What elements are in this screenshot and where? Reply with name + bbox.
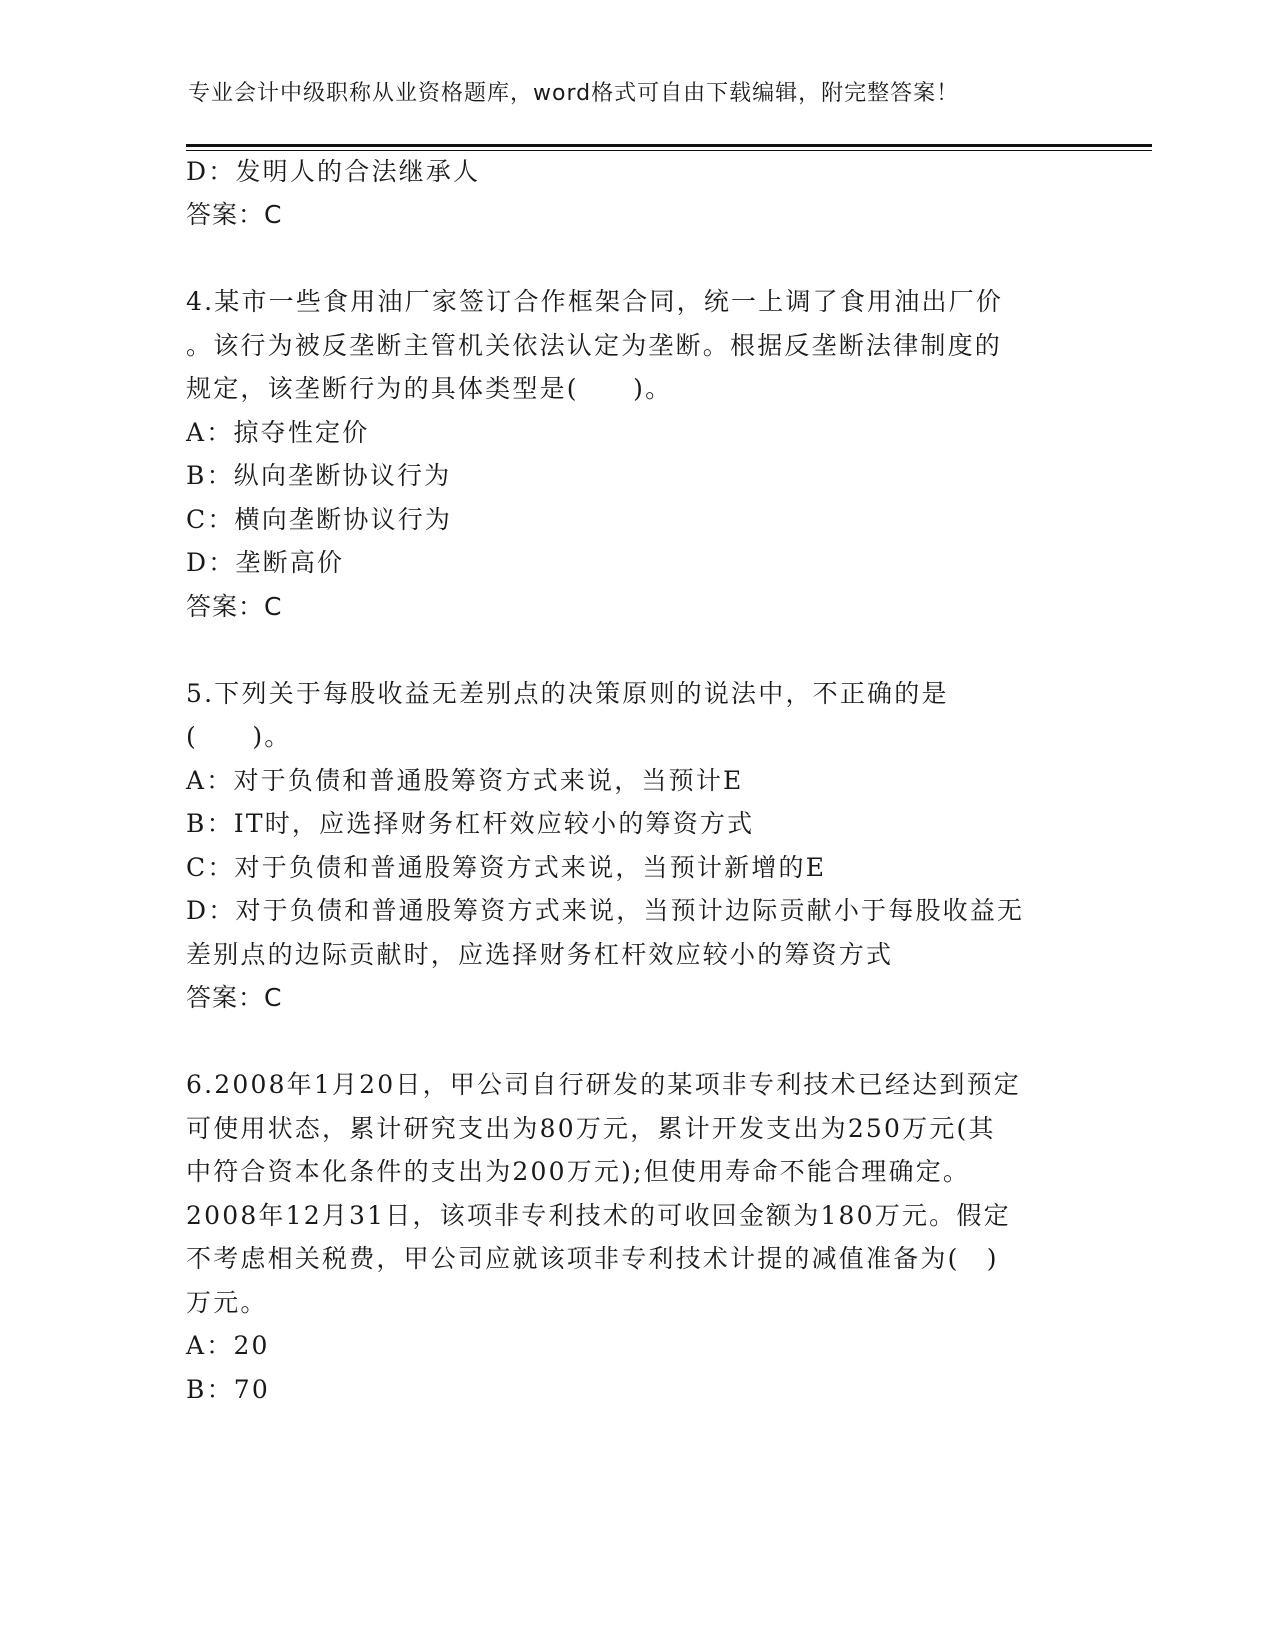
q5-option-d-line-1: D：对于负债和普通股筹资方式来说，当预计边际贡献小于每股收益无 (186, 896, 1025, 925)
q6-option-b: B：70 (186, 1375, 270, 1404)
q3-option-d: D：发明人的合法继承人 (186, 157, 481, 186)
q5-stem-line-2: ( )。 (186, 722, 292, 751)
header-rule-thin (186, 150, 1152, 151)
q6-stem-line-2: 可使用状态，累计研究支出为80万元，累计开发支出为250万元(其 (186, 1114, 996, 1143)
q4-stem-line-1: 4.某市一些食用油厂家签订合作框架合同，统一上调了食用油出厂价 (186, 287, 1004, 316)
q3-answer: 答案：C (186, 200, 283, 229)
q4-option-d: D：垄断高价 (186, 548, 345, 577)
q6-stem-line-3: 中符合资本化条件的支出为200万元);但使用寿命不能合理确定。 (186, 1157, 971, 1186)
q5-option-c: C：对于负债和普通股筹资方式来说，当预计新增的E (186, 853, 827, 882)
header-rule-thick (186, 144, 1152, 147)
q5-option-a: A：对于负债和普通股筹资方式来说，当预计E (186, 766, 744, 795)
q4-option-a: A：掠夺性定价 (186, 418, 370, 447)
q6-stem-line-4: 2008年12月31日，该项非专利技术的可收回金额为180万元。假定 (186, 1201, 1011, 1230)
q6-option-a: A：20 (186, 1331, 270, 1360)
q5-option-d-line-2: 差别点的边际贡献时，应选择财务杠杆效应较小的筹资方式 (186, 940, 894, 969)
q4-option-c: C：横向垄断协议行为 (186, 505, 453, 534)
q6-stem-line-5: 不考虑相关税费，甲公司应就该项非专利技术计提的减值准备为( ) (186, 1244, 999, 1273)
q4-stem-line-2: 。该行为被反垄断主管机关依法认定为垄断。根据反垄断法律制度的 (186, 331, 1003, 360)
q5-answer: 答案：C (186, 983, 283, 1012)
q4-stem-line-3: 规定，该垄断行为的具体类型是( )。 (186, 374, 673, 403)
q4-answer: 答案：C (186, 592, 283, 621)
q6-stem-line-6: 万元。 (186, 1288, 268, 1317)
q5-stem-line-1: 5.下列关于每股收益无差别点的决策原则的说法中，不正确的是 (186, 679, 949, 708)
q6-stem-line-1: 6.2008年1月20日，甲公司自行研发的某项非专利技术已经达到预定 (186, 1070, 1021, 1099)
q4-option-b: B：纵向垄断协议行为 (186, 461, 452, 490)
q5-option-b: B：IT时，应选择财务杠杆效应较小的筹资方式 (186, 809, 755, 838)
page-header: 专业会计中级职称从业资格题库，word格式可自由下载编辑，附完整答案！ (188, 81, 960, 106)
